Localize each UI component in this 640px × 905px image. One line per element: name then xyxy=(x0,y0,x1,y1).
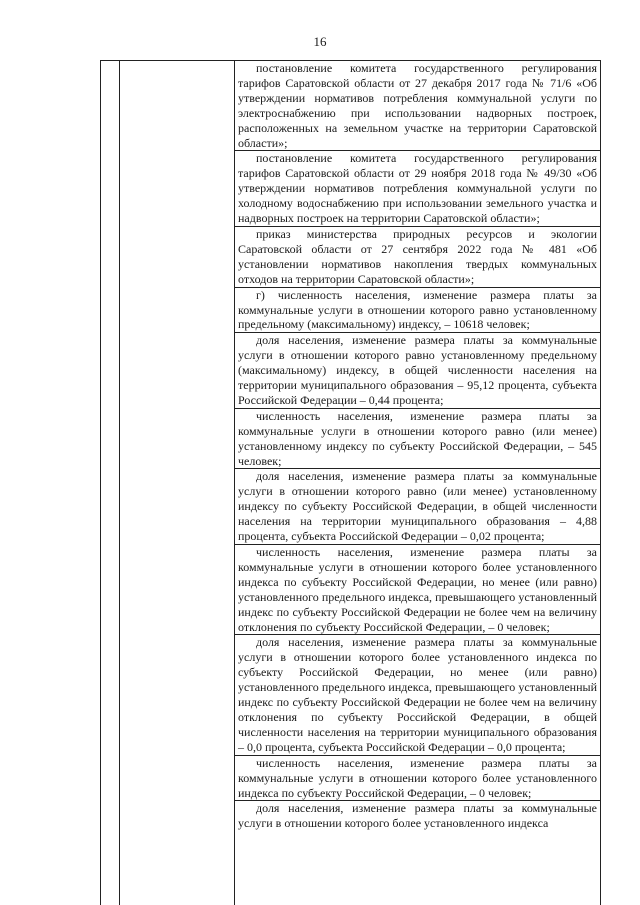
paragraph-order-solid-waste: приказ министерства природных ресурсов и экологии Саратовской области от 27 сентября 2022 года № 481 «Об установлении нормативов накопления твердых коммунальных отходов на территории Саратовской области»; xyxy=(235,227,600,288)
paragraph-share-at-or-below-index: доля населения, изменение размера платы за коммунальные услуги в отношении которого равно (или менее) установленному индексу по субъекту Российской Федерации, в общей численности населения на территории муниципального образования – 4,88 процента, субъекта Российской Федерации – 0,02 процента; xyxy=(235,469,600,545)
paragraph-share-above-index: доля населения, изменение размера платы за коммунальные услуги в отношении которого более установленного индекса xyxy=(238,801,597,831)
document-table xyxy=(100,60,601,905)
paragraph-population-above-index: численность населения, изменение размера платы за коммунальные услуги в отношении которого более установленного индекса по субъекту Российской Федерации, – 0 человек; xyxy=(235,756,600,802)
paragraph-share-at-max-index: доля населения, изменение размера платы за коммунальные услуги в отношении которого равно установленному предельному (максимальному) индексу, в общей численности населения на территории муниципального образования – 95,12 процента, субъекта Российской Федерации – 0,44 процента; xyxy=(235,333,600,409)
paragraph-population-at-or-below-index: численность населения, изменение размера платы за коммунальные услуги в отношении которого равно (или менее) установленному индексу по субъекту Российской Федерации, – 545 человек; xyxy=(235,409,600,470)
table-column-number xyxy=(101,61,120,905)
table-column-name xyxy=(120,61,235,905)
table-column-content xyxy=(235,61,600,905)
paragraph-resolution-electricity: постановление комитета государственного регулирования тарифов Саратовской области от 27 декабря 2017 года № 71/6 «Об утверждении нормативов потребления коммунальной услуги по электроснабжению при использовании надворных построек, расположенных на земельном участке на территории Саратовской области»; xyxy=(235,61,600,151)
page-number: 16 xyxy=(313,34,327,49)
paragraph-share-within-deviation: доля населения, изменение размера платы за коммунальные услуги в отношении которого более установленного индекса по субъекту Российской Федерации, но менее (или равно) установленного предельного индекса, превышающего установленный индекс по субъекту Российской Федерации не более чем на величину отклонения по субъекту Российской Федерации, в общей численности населения на территории муниципального образования – 0,0 процента, субъекта Российской Федерации – 0,0 процента; xyxy=(235,635,600,755)
paragraph-population-at-max-index: г) численность населения, изменение размера платы за коммунальные услуги в отношении которого равно установленному предельному (максимальному) индексу, – 10618 человек; xyxy=(235,288,600,334)
paragraph-resolution-cold-water: постановление комитета государственного регулирования тарифов Саратовской области от 29 ноября 2018 года № 49/30 «Об утверждении нормативов потребления коммунальной услуги по холодному водоснабжению при использовании земельного участка и надворных построек на территории Саратовской области»; xyxy=(235,151,600,227)
paragraph-population-within-deviation: численность населения, изменение размера платы за коммунальные услуги в отношении которого более установленного индекса по субъекту Российской Федерации, но менее (или равно) установленного предельного индекса, превышающего установленный индекс по субъекту Российской Федерации не более чем на величину отклонения по субъекту Российской Федерации, – 0 человек; xyxy=(235,545,600,635)
